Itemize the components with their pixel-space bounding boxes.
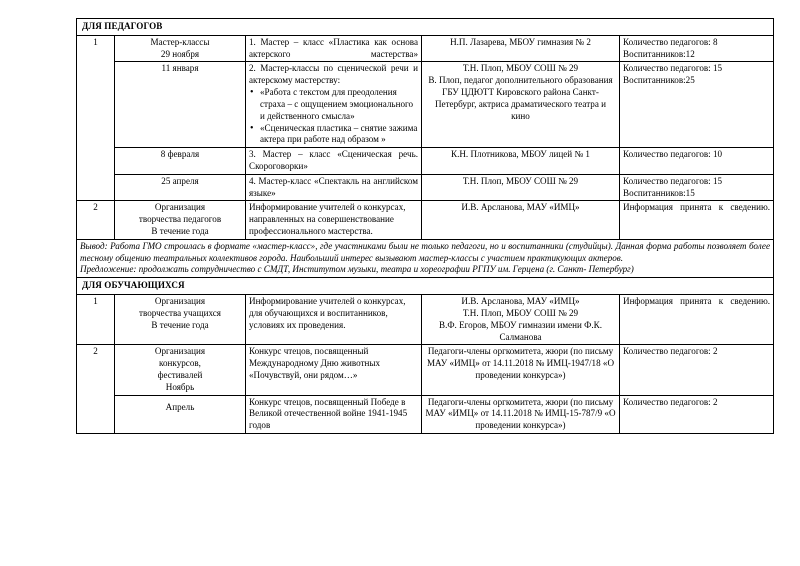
row-activity: 1. Мастер – класс «Пластика как основа актерского мастерства» [246,35,422,62]
date-title: конкурсов, [159,358,201,369]
row-responsible: Педагоги-члены оргкомитета, жюри (по письму МАУ «ИМЦ» от 14.11.2018 № ИМЦ-1947/18 «О проведении конкурса») [422,345,620,395]
list-item: • «Работа с текстом для преодоления страха – с ощущением эмоционального и действенного смысла» [260,87,418,122]
date-title: Организация [154,296,206,307]
date-title: Организация [154,202,206,213]
row-number: 2 [77,345,115,434]
responsible-line: И.В. Арсланова, МАУ «ИМЦ» [461,296,580,307]
date-value: В течение года [151,319,209,330]
table-row [77,201,774,239]
row-date: 8 февраля [115,148,246,175]
result-educators: Количество педагогов: 15 [623,63,723,74]
row-date [115,345,246,395]
section-header-teachers: ДЛЯ ПЕДАГОГОВ [77,19,774,36]
row-responsible [422,62,620,148]
row-number: 1 [77,35,115,201]
responsible-secondary: В. Плоп, педагог дополнительного образования ГБУ ЦДЮТТ Кировского района Санкт-Петербург, актриса драматического театра и кино [428,75,613,121]
row-responsible: К.Н. Плотникова, МБОУ лицей № 1 [422,148,620,175]
date-value: Апрель [165,401,195,412]
row-date [115,35,246,62]
list-item: • «Сценическая пластика – снятие зажима актера при работе над образом » [260,123,418,147]
date-value: В течение года [151,226,209,236]
row-activity [246,62,422,148]
table-row [77,148,774,175]
activity-bullet-list [249,87,418,146]
row-result: Информация принята к сведению. [620,201,774,239]
conclusion-text: Вывод: Работа ГМО строилась в формате «мастер-класс», где участниками были не только педагоги, но и воспитанники (студийцы). Данная форма работы позволяет более тесному общению театральных коллективов города. Наибольший интерес вызывают мастер-классы с участием практикующих актеров. [80,240,771,263]
date-title: творчества педагогов [138,214,222,225]
table-row [77,62,774,148]
section-header-row [77,278,774,295]
row-number: 2 [77,201,115,239]
row-responsible: Педагоги-члены оргкомитета, жюри (по письму МАУ «ИМЦ» от 14.11.2018 № ИМЦ-15-787/9 «О проведении конкурса») [422,395,620,433]
activity-intro: 2. Мастер-классы по сценической речи и актерскому мастерству: [249,63,418,86]
row-responsible [422,295,620,345]
responsible-line: В.Ф. Егоров, МБОУ гимназии имени Ф.К. Салманова [439,319,602,342]
row-responsible: Н.П. Лазарева, МБОУ гимназия № 2 [422,35,620,62]
result-students: Воспитанников:15 [623,187,695,198]
section-header-row [77,19,774,36]
row-date: 25 апреля [115,174,246,201]
row-result: Количество педагогов: 10 [620,148,774,175]
conclusion-cell [77,239,774,277]
responsible-line: Т.Н. Плоп, МБОУ СОШ № 29 [462,307,579,318]
row-result [620,35,774,62]
row-activity: Конкурс чтецов, посвященный Победе в Великой отечественной войне 1941-1945 годов [246,395,422,433]
table-row [77,345,774,395]
table-row [77,174,774,201]
date-title: Организация [154,346,206,357]
proposal-text: Предложение: продолжать сотрудничество с СМДТ, Институтом музыки, театра и хореографии РГПУ им. Герцена (г. Санкт- Петербург) [80,264,634,275]
row-result: Количество педагогов: 2 [620,345,774,395]
row-responsible: Т.Н. Плоп, МБОУ СОШ № 29 [422,174,620,201]
row-date [115,395,246,433]
date-value: Ноябрь [165,381,195,392]
row-activity: 3. Мастер – класс «Сценическая речь. Скороговорки» [246,148,422,175]
row-result: Количество педагогов: 2 [620,395,774,433]
date-value: 29 ноября [160,48,200,59]
activities-table [76,18,774,434]
conclusion-row [77,239,774,277]
table-row [77,395,774,433]
row-date [115,295,246,345]
row-result [620,62,774,148]
result-students: Воспитанников:25 [623,75,695,86]
table-row [77,35,774,62]
row-responsible: И.В. Арсланова, МАУ «ИМЦ» [422,201,620,239]
row-activity: Информирование учителей о конкурсах, для обучающихся и воспитанников, условиях их проведения. [246,295,422,345]
result-students: Воспитанников:12 [623,48,695,59]
date-title: фестивалей [157,369,203,380]
section-header-students: ДЛЯ ОБУЧАЮЩИХСЯ [77,278,774,295]
row-result [620,174,774,201]
row-number: 1 [77,295,115,345]
date-title: творчества учащихся [139,307,221,318]
table-row [77,295,774,345]
responsible-primary: Т.Н. Плоп, МБОУ СОШ № 29 [462,63,579,74]
result-educators: Количество педагогов: 8 [623,36,718,47]
row-activity: 4. Мастер-класс «Спектакль на английском языке» [246,174,422,201]
result-educators: Количество педагогов: 15 [623,175,723,186]
row-result: Информация принята к сведению. [620,295,774,345]
row-activity: Конкурс чтецов, посвященный Международному Дню животных «Почувствуй, они рядом…» [246,345,422,395]
row-activity: Информирование учителей о конкурсах, направленных на совершенствование профессионального мастерства. [246,201,422,239]
date-title: Мастер-классы [150,36,210,47]
row-date [115,201,246,239]
row-date: 11 января [115,62,246,148]
